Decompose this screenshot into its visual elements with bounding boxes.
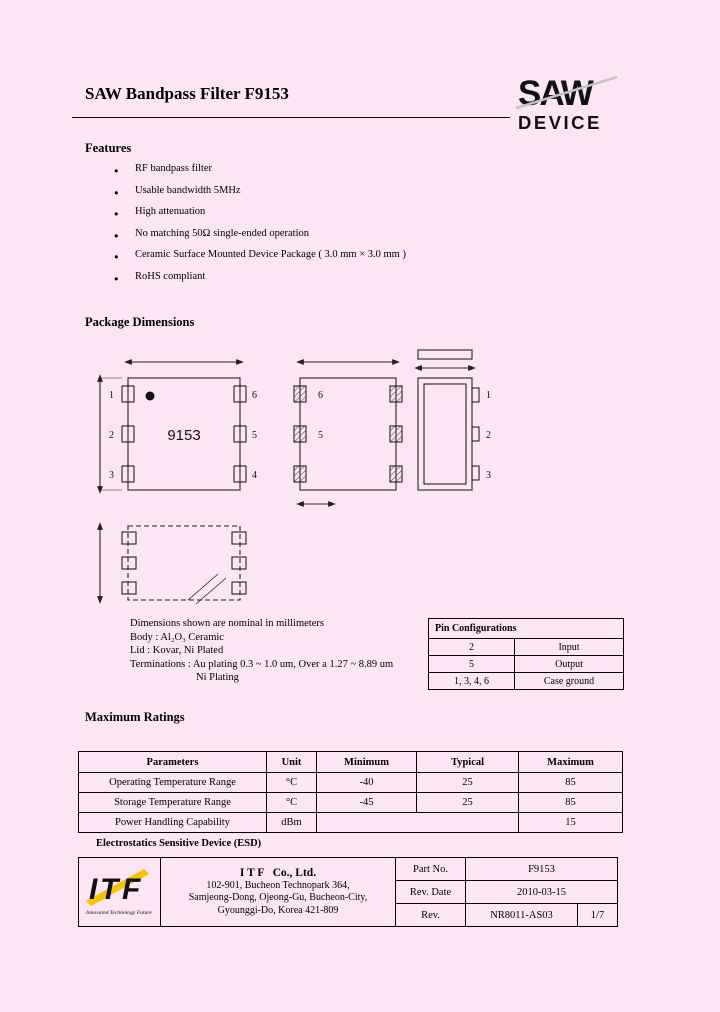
package-bottom-view xyxy=(294,362,402,504)
pin-cell: 5 xyxy=(429,656,515,673)
esd-note: Electrostatics Sensitive Device (ESD) xyxy=(96,838,262,849)
note-line: Lid : Kovar, Ni Plated xyxy=(130,645,224,656)
company-address: Samjeong-Dong, Ojeong-Gu, Bucheon-City, xyxy=(188,892,368,903)
note-line: Terminations : Au plating 0.3 ~ 1.0 um, Over a 1.27 ~ 8.89 um xyxy=(130,658,394,670)
feature-item: ● RF bandpass filter xyxy=(114,162,406,184)
function-cell: Output xyxy=(515,656,624,673)
function-cell: Input xyxy=(515,639,624,656)
pin-label: 4 xyxy=(252,470,257,481)
page-title: SAW Bandpass Filter F9153 xyxy=(85,84,289,103)
rev-date-label: Rev. Date xyxy=(396,881,466,904)
footer-table xyxy=(78,857,618,927)
pin-label: 2 xyxy=(109,430,114,441)
typ-cell: 25 xyxy=(417,773,519,793)
unit-cell: dBm xyxy=(267,813,317,833)
pin-label: 3 xyxy=(109,470,114,481)
pin-label: 6 xyxy=(252,390,257,401)
feature-item: ● Ceramic Surface Mounted Device Package ( 3.0 mm × 3.0 mm ) xyxy=(114,248,406,270)
max-cell: 85 xyxy=(519,773,623,793)
brand-name: SAW xyxy=(518,74,592,113)
pin-config-heading: Pin Configurations xyxy=(429,619,624,639)
pin-label: 1 xyxy=(109,390,114,401)
brand-sub: DEVICE xyxy=(518,112,602,133)
itf-letter: F xyxy=(121,872,140,906)
pin-cell: 1, 3, 4, 6 xyxy=(429,673,515,690)
itf-logo-cell xyxy=(79,858,161,927)
package-top-view xyxy=(100,362,246,490)
pin-label: 3 xyxy=(486,470,491,481)
rev-date-value: 2010-03-15 xyxy=(466,881,618,904)
rev-value: NR8011-AS03 xyxy=(466,904,578,927)
header-cell: Minimum xyxy=(317,752,417,773)
table-header-row xyxy=(79,752,623,773)
min-cell: -45 xyxy=(317,793,417,813)
itf-tagline: Innovated Technology Future xyxy=(85,909,152,916)
itf-letter: T xyxy=(99,872,118,906)
part-no-label: Part No. xyxy=(396,858,466,881)
itf-letter: I xyxy=(88,872,97,906)
pin1-indicator-dot xyxy=(146,392,155,401)
title-rule xyxy=(72,117,510,118)
param-cell: Power Handling Capability xyxy=(79,813,267,833)
feature-item: ● No matching 50Ω single-ended operation xyxy=(114,227,406,249)
header-cell: Parameters xyxy=(79,752,267,773)
package-notes xyxy=(130,617,393,685)
package-dimensions-heading: Package Dimensions xyxy=(85,315,195,329)
feature-item: ● Usable bandwidth 5MHz xyxy=(114,184,406,206)
features-list xyxy=(114,162,406,291)
table-row xyxy=(429,673,624,690)
header-cell: Maximum xyxy=(519,752,623,773)
rev-label: Rev. xyxy=(396,904,466,927)
min-typ-cell xyxy=(317,813,519,833)
min-cell: -40 xyxy=(317,773,417,793)
typ-cell: 25 xyxy=(417,793,519,813)
maximum-ratings-heading: Maximum Ratings xyxy=(85,710,185,724)
table-row xyxy=(429,656,624,673)
function-cell: Case ground xyxy=(515,673,624,690)
param-cell: Operating Temperature Range xyxy=(79,773,267,793)
company-address: Gyounggi-Do, Korea 421-809 xyxy=(217,904,339,916)
table-row xyxy=(429,639,624,656)
header-cell: Typical xyxy=(417,752,519,773)
max-cell: 15 xyxy=(519,813,623,833)
table-row xyxy=(79,793,623,813)
param-cell: Storage Temperature Range xyxy=(79,793,267,813)
package-marking: 9153 xyxy=(167,427,201,444)
package-side-view xyxy=(418,350,479,490)
saw-device-logo-art xyxy=(516,72,620,134)
feature-item: ● RoHS compliant xyxy=(114,270,406,292)
package-footprint-view xyxy=(100,526,246,604)
pin-label: 6 xyxy=(318,390,323,401)
pin-label: 5 xyxy=(252,430,257,441)
pin-label: 1 xyxy=(486,390,491,401)
company-info-cell xyxy=(161,858,396,927)
table-row xyxy=(79,858,618,881)
pin-label: 2 xyxy=(486,430,491,441)
pin-cell: 2 xyxy=(429,639,515,656)
itf-logo xyxy=(84,865,156,917)
header-cell: Unit xyxy=(267,752,317,773)
pin-configurations-table xyxy=(428,618,624,690)
unit-cell: °C xyxy=(267,793,317,813)
note-line: Dimensions shown are nominal in millimeters xyxy=(130,618,324,629)
feature-item: ● High attenuation xyxy=(114,205,406,227)
package-dimension-drawings xyxy=(88,348,636,608)
maximum-ratings-table xyxy=(78,751,623,833)
company-address: 102-901, Bucheon Technopark 364, xyxy=(206,879,350,891)
note-line: Body : Al₂O₃ Ceramic xyxy=(130,631,224,643)
max-cell: 85 xyxy=(519,793,623,813)
table-row xyxy=(79,773,623,793)
features-heading: Features xyxy=(85,141,132,155)
note-line: Ni Plating xyxy=(196,672,239,683)
company-name: I T F Co., Ltd. xyxy=(239,867,317,879)
part-no-value: F9153 xyxy=(466,858,618,881)
pin-label: 5 xyxy=(318,430,323,441)
unit-cell: °C xyxy=(267,773,317,793)
table-row xyxy=(79,813,623,833)
page-number: 1/7 xyxy=(578,904,618,927)
saw-device-logo xyxy=(516,72,620,139)
